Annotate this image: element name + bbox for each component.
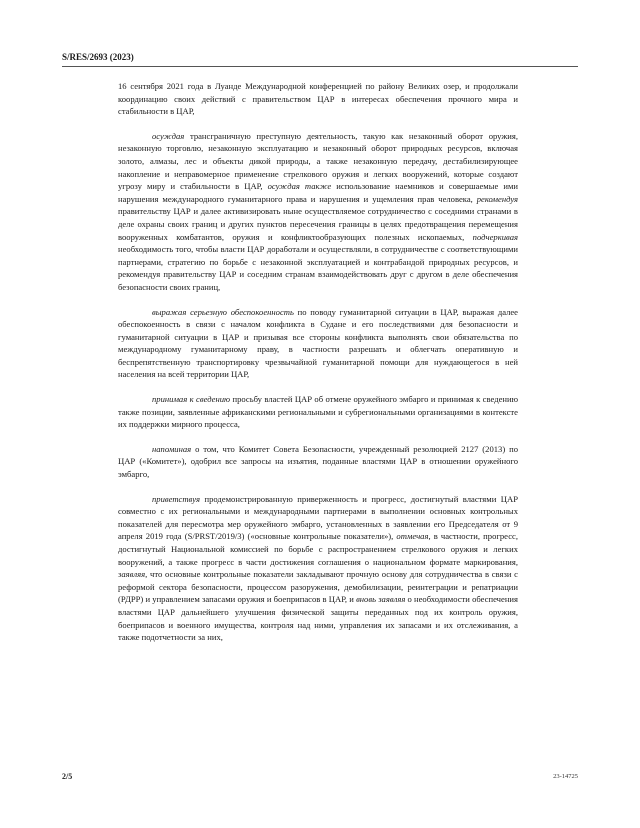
paragraph-text: трансграничную преступную деятельность, такую как незаконный оборот оружия, незаконную торговлю, незаконную эксплуатацию и незаконный оборот природных ресурсов, включая золото, алмазы, лес и объекты дикой природы, а также незаконную передачу, дестабилизирующее накопление и неправомерное применение стрелкового оружия и легких вооружений, которые создают угрозу миру и стабильности в ЦАР, — [118, 130, 518, 192]
paragraph-text: просьбу властей ЦАР об отмене оружейного эмбарго и принимая к сведению также позиции, заявленные африканскими региональными и субрегиональными организациями в контексте их поддержки мирного процесса, — [118, 394, 518, 430]
body-paragraph — [118, 80, 518, 118]
italic-keyword: принимая к сведению — [152, 394, 231, 405]
paragraph-text: , в частности, прогресс, достигнутый Национальной комиссией по борьбе с распространением стрелкового оружия и легких вооружений, а также прогресс в части достижения соглашения о национальном формате маркирования, — [118, 531, 518, 567]
italic-keyword: осуждая — [152, 130, 185, 141]
italic-keyword: приветствуя — [152, 493, 200, 504]
italic-keyword: подчеркивая — [472, 231, 518, 242]
body-paragraph — [118, 306, 518, 382]
paragraph-text: о необходимости обеспечения властями ЦАР дальнейшего улучшения физической защиты переданных под их контроль оружия, боеприпасов и военного имущества, контроля над ними, управления их запасами и их отслеживания, а также подотчетности за них, — [118, 594, 518, 643]
paragraph-text: , что основные контрольные показатели закладывают прочную основу для сотрудничества в связи с реформой сектора безопасности, процессом разоружения, демобилизации, реинтеграции и репатриации (РДРР) и управлением запасами оружия и боеприпасов в ЦАР, и — [118, 569, 518, 605]
paragraph-text: по поводу гуманитарной ситуации в ЦАР, выражая далее обеспокоенность в связи с началом конфликта в Судане и его последствиями для безопасности и гуманитарной ситуации в ЦАР и призывая все стороны конфликта выполнять свои обязательства по международному гуманитарному праву, в частности разрешать и облегчать оперативную и беспрепятственную транспортировку чрезвычайной гуманитарной помощи для нуждающегося в ней населения на всей территории ЦАР, — [118, 306, 518, 380]
document-id: 23-14725 — [553, 773, 578, 780]
italic-keyword: рекомендуя — [476, 193, 518, 204]
body-paragraph — [118, 130, 518, 294]
paragraph-text: использование наемников и совершаемые ими нарушения международного гуманитарного права и нарушения и ущемления прав человека, — [118, 181, 518, 204]
paragraph-text: 16 сентября 2021 года в Луанде Международной конференцией по району Великих озер, и продолжали координацию своих действий с правительством ЦАР в интересах обеспечения прочного мира и стабильности в ЦАР, — [118, 81, 518, 117]
italic-keyword: напоминая — [152, 443, 192, 454]
paragraph-text: продемонстрированную приверженность и прогресс, достигнутый властями ЦАР совместно с их региональными и международными партнерами в выполнении основных контрольных показателей для пересмотра мер оружейного эмбарго, установленных в заявлении его Председателя от 9 апреля 2019 года (S/PRST/2019/3) («основные контрольные показатели»), — [118, 493, 518, 542]
body-paragraph — [118, 443, 518, 481]
document-code: S/RES/2693 (2023) — [62, 52, 134, 62]
body-paragraph — [118, 393, 518, 431]
header-divider — [62, 66, 578, 67]
paragraph-text: необходимость того, чтобы власти ЦАР доработали и осуществляли, в сотрудничестве с соответствующими партнерами, стратегию по борьбе с незаконной эксплуатацией и контрабандой природных ресурсов, и рекомендуя правительству ЦАР и соседним странам взаимодействовать друг с другом в деле обеспечения безопасности своих границ, — [118, 244, 518, 292]
italic-keyword: осуждая также — [267, 181, 332, 192]
italic-keyword: заявляя — [118, 569, 146, 580]
body-paragraph — [118, 493, 518, 644]
paragraph-text: правительству ЦАР и далее активизировать ныне осуществляемое сотрудничество с соседними странами в деле охраны своих границ и других пунктов пересечения границы в целях предотвращения перемещения вооруженных комбатантов, оружия и конфликтообразующих полезных ископаемых, — [118, 206, 518, 242]
italic-keyword: отмечая — [396, 531, 429, 542]
page-number: 2/5 — [62, 772, 73, 781]
paragraph-text: о том, что Комитет Совета Безопасности, учрежденный резолюцией 2127 (2013) по ЦАР («Комитет»), одобрил все запросы на изъятия, поданные властями ЦАР в отношении оружейного эмбарго, — [118, 443, 518, 480]
document-body — [118, 80, 518, 656]
italic-keyword: вновь заявляя — [356, 594, 406, 605]
italic-keyword: выражая серьезную обеспокоенность — [152, 306, 294, 317]
